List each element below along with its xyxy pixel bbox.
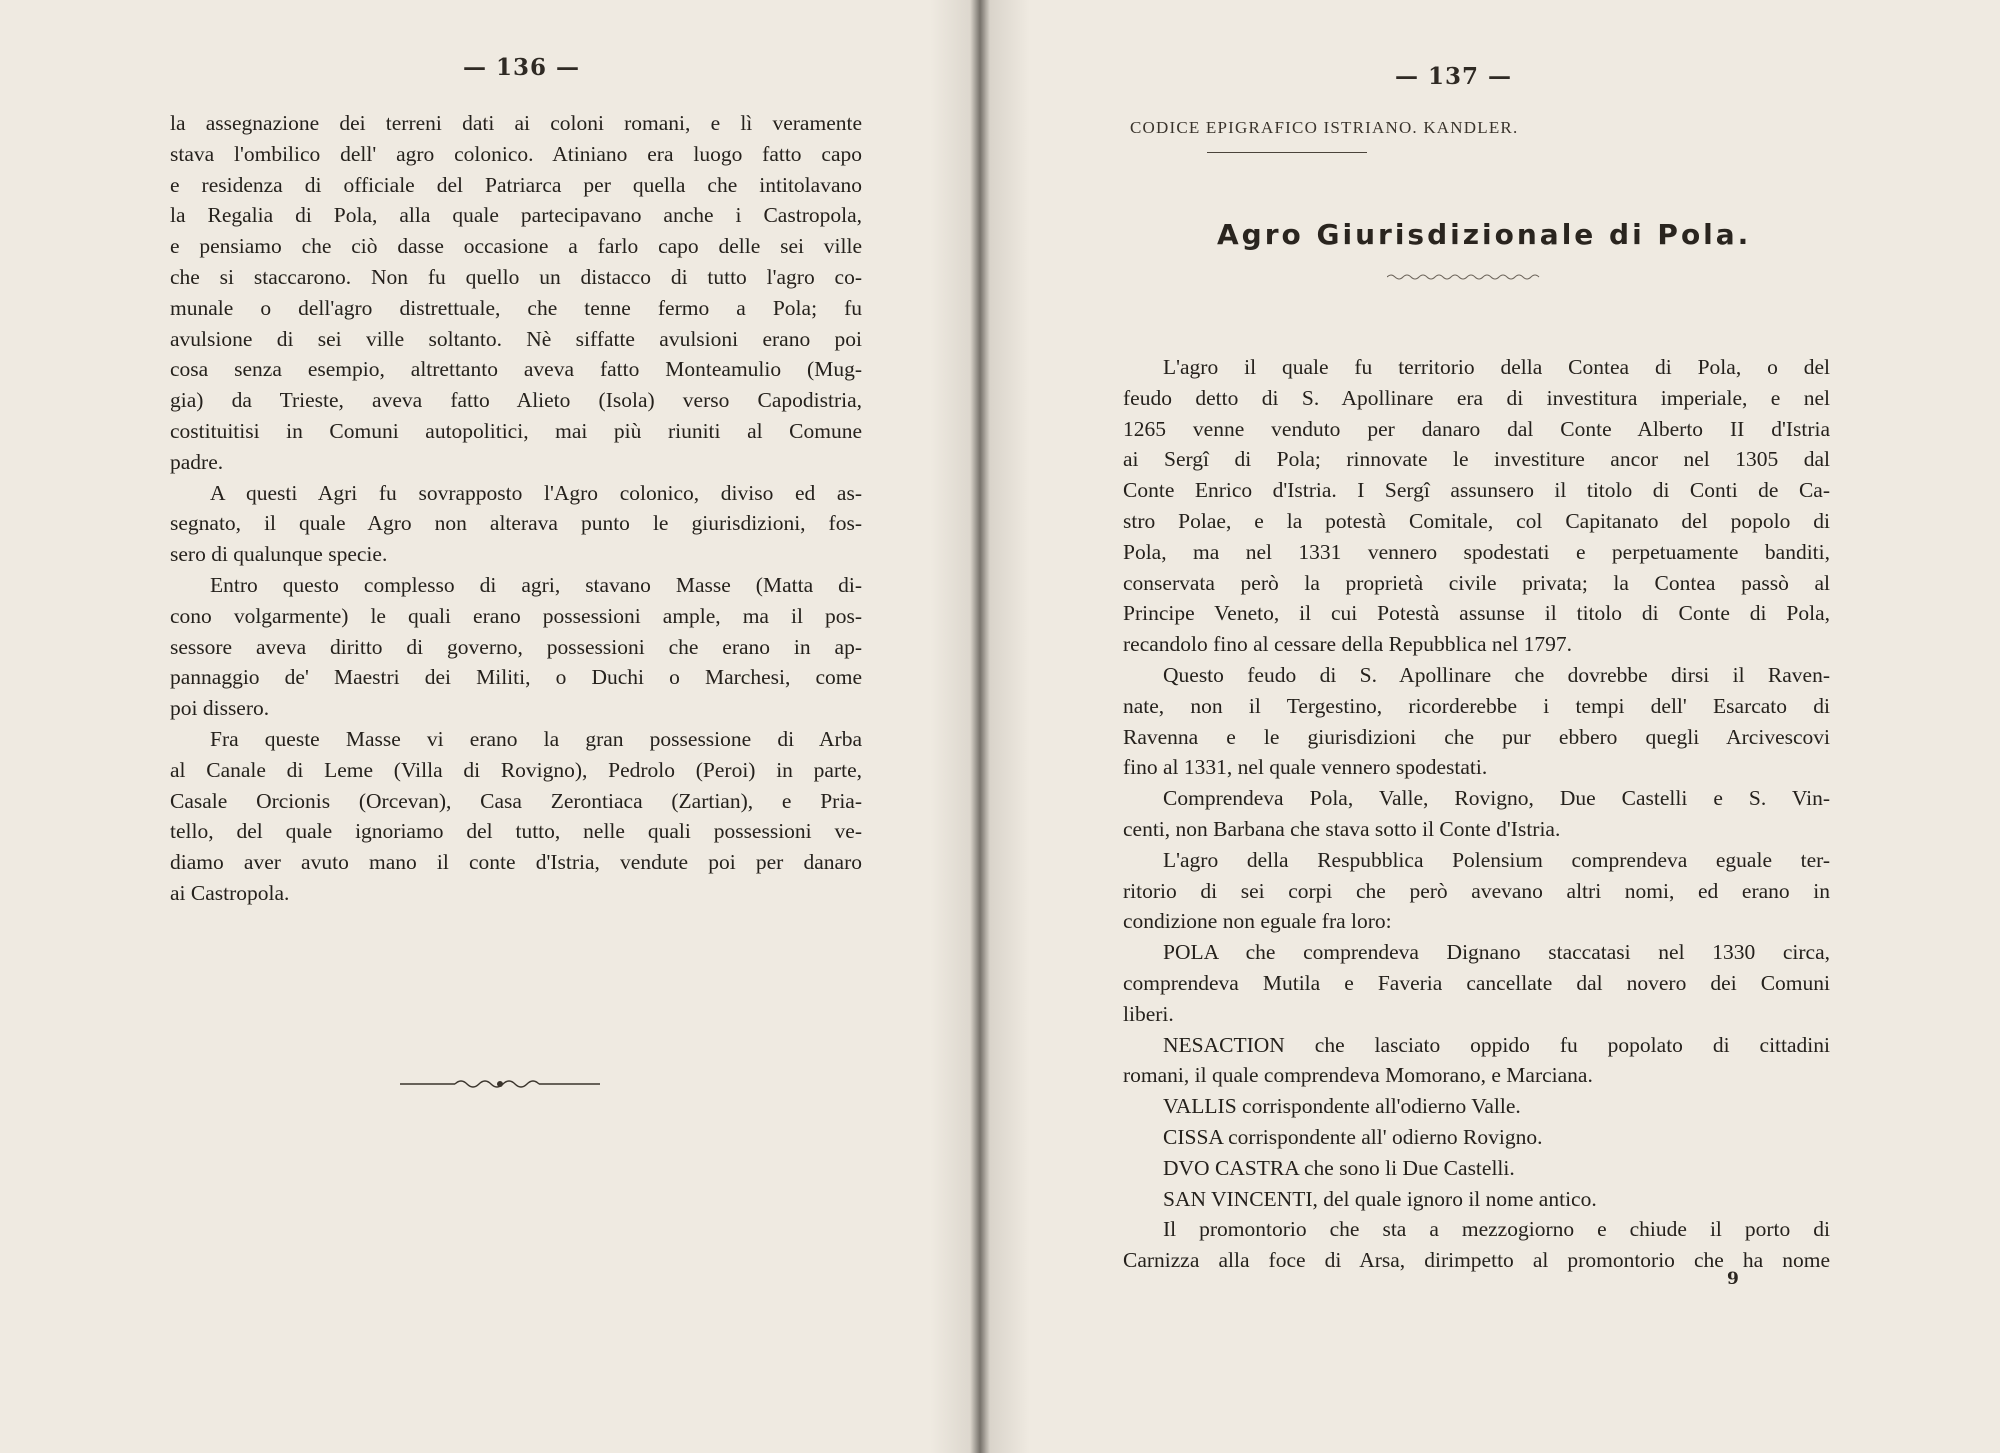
text-line: centi, non Barbana che stava sotto il Conte d'Istria. — [1123, 816, 1561, 841]
text-line: cosa senza esempio, altrettanto aveva fatto Monteamulio (Mug- — [170, 357, 862, 382]
text-line: Pola, ma nel 1331 vennero spodestati e perpetuamente banditi, — [1123, 539, 1830, 564]
text-line: fino al 1331, nel quale vennero spodestati. — [1123, 755, 1488, 780]
text-line: SAN VINCENTI, del quale ignoro il nome antico. — [1163, 1186, 1597, 1211]
text-line: Il promontorio che sta a mezzogiorno e chiude il porto di — [1163, 1217, 1830, 1242]
text-line: Comprendeva Pola, Valle, Rovigno, Due Castelli e S. Vin- — [1163, 786, 1830, 811]
text-line: VALLIS corrispondente all'odierno Valle. — [1163, 1094, 1521, 1119]
text-line: Fra queste Masse vi erano la gran possessione di Arba — [210, 726, 862, 751]
text-line: sero di qualunque specie. — [170, 542, 388, 567]
text-line: Ravenna e le giurisdizioni che pur ebbero quegli Arcivescovi — [1123, 724, 1830, 749]
text-line: segnato, il quale Agro non alterava punto le giurisdizioni, fos- — [170, 511, 862, 536]
body-text — [1123, 352, 1830, 1276]
text-line: A questi Agri fu sovrapposto l'Agro colonico, diviso ed as- — [210, 480, 862, 505]
page-number: — 137 — — [1395, 63, 1513, 90]
text-line: Principe Veneto, il cui Potestà assunse il titolo di Conte di Pola, — [1123, 601, 1830, 626]
text-line: Carnizza alla foce di Arsa, dirimpetto al promontorio che ha nome — [1123, 1248, 1830, 1273]
text-line: nate, non il Tergestino, ricorderebbe i tempi dell' Esarcato di — [1123, 693, 1830, 718]
text-line: pannaggio de' Maestri dei Militi, o Duchi o Marchesi, come — [170, 665, 862, 690]
text-line: ai Sergî di Pola; rinnovate le investiture ancor nel 1305 dal — [1123, 447, 1830, 472]
text-line: cono volgarmente) le quali erano possessioni ample, ma il pos- — [170, 603, 862, 628]
book-gutter — [930, 0, 1030, 1453]
text-line: stava l'ombilico dell' agro colonico. Atiniano era luogo fatto capo — [170, 141, 862, 166]
text-line: al Canale di Leme (Villa di Rovigno), Pedrolo (Peroi) in parte, — [170, 757, 862, 782]
text-line: Conte Enrico d'Istria. I Sergî assunsero il titolo di Conti de Ca- — [1123, 478, 1830, 503]
text-line: la assegnazione dei terreni dati ai coloni romani, e lì veramente — [170, 111, 862, 135]
text-line: Casale Orcionis (Orcevan), Casa Zerontiaca (Zartian), e Pria- — [170, 788, 862, 813]
text-line: ritorio di sei corpi che però avevano altri nomi, ed erano in — [1123, 878, 1830, 903]
text-line: e pensiamo che ciò dasse occasione a farlo capo delle sei ville — [170, 234, 862, 259]
running-head: CODICE EPIGRAFICO ISTRIANO. KANDLER. — [1130, 118, 1519, 137]
body-text — [170, 108, 862, 909]
page-number: — 136 — — [463, 54, 581, 81]
text-line: comprendeva Mutila e Faveria cancellate dal novero dei Comuni — [1123, 970, 1830, 995]
text-line: padre. — [170, 449, 224, 474]
text-line: recandolo fino al cessare della Repubblica nel 1797. — [1123, 632, 1572, 657]
chapter-title: Agro Giurisdizionale di Pola. — [1217, 218, 1752, 251]
text-line: che si staccarono. Non fu quello un distacco di tutto l'agro co- — [170, 264, 862, 289]
text-line: POLA che comprendeva Dignano staccatasi nel 1330 circa, — [1163, 940, 1830, 965]
text-line: romani, il quale comprendeva Momorano, e Marciana. — [1123, 1063, 1593, 1088]
ornament-divider — [400, 1077, 600, 1091]
text-line: L'agro il quale fu territorio della Contea di Pola, o del — [1163, 355, 1830, 379]
text-line: 1265 venne venduto per danaro dal Conte Alberto II d'Istria — [1123, 416, 1830, 441]
text-line: sessore aveva diritto di governo, possessioni che erano in ap- — [170, 634, 862, 659]
text-line: DVO CASTRA che sono li Due Castelli. — [1163, 1155, 1515, 1180]
text-line: costituitisi in Comuni autopolitici, mai più riuniti al Comune — [170, 418, 862, 443]
text-line: stro Polae, e la potestà Comitale, col Capitanato del popolo di — [1123, 508, 1830, 533]
signature-mark: 9 — [1727, 1269, 1739, 1289]
text-line: gia) da Trieste, aveva fatto Alieto (Isola) verso Capodistria, — [170, 388, 862, 413]
text-line: CISSA corrispondente all' odierno Rovigno. — [1163, 1124, 1543, 1149]
text-line: avulsione di sei ville soltanto. Nè siffatte avulsioni erano poi — [170, 326, 862, 351]
head-rule — [1207, 152, 1367, 153]
text-line: L'agro della Respubblica Polensium comprendeva eguale ter- — [1163, 847, 1830, 872]
text-line: diamo aver avuto mano il conte d'Istria, vendute poi per danaro — [170, 850, 862, 875]
text-line: NESACTION che lasciato oppido fu popolato di cittadini — [1163, 1032, 1830, 1057]
text-line: munale o dell'agro distrettuale, che tenne fermo a Pola; fu — [170, 295, 862, 320]
wavy-rule — [1387, 272, 1545, 282]
text-line: tello, del quale ignoriamo del tutto, nelle quali possessioni ve- — [170, 819, 862, 844]
text-line: Questo feudo di S. Apollinare che dovrebbe dirsi il Raven- — [1163, 662, 1830, 687]
text-line: e residenza di officiale del Patriarca per quella che intitolavano — [170, 172, 862, 197]
text-line: la Regalia di Pola, alla quale partecipavano anche i Castropola, — [170, 203, 862, 228]
text-line: poi dissero. — [170, 696, 270, 721]
text-line: Entro questo complesso di agri, stavano Masse (Matta di- — [210, 572, 862, 597]
right-page — [985, 0, 2000, 1453]
text-line: feudo detto di S. Apollinare era di investitura imperiale, e nel — [1123, 385, 1830, 410]
text-line: condizione non eguale fra loro: — [1123, 909, 1392, 934]
text-line: liberi. — [1123, 1001, 1174, 1026]
text-line: ai Castropola. — [170, 880, 290, 905]
text-line: conservata però la proprietà civile privata; la Contea passò al — [1123, 570, 1830, 595]
left-page — [0, 0, 980, 1453]
